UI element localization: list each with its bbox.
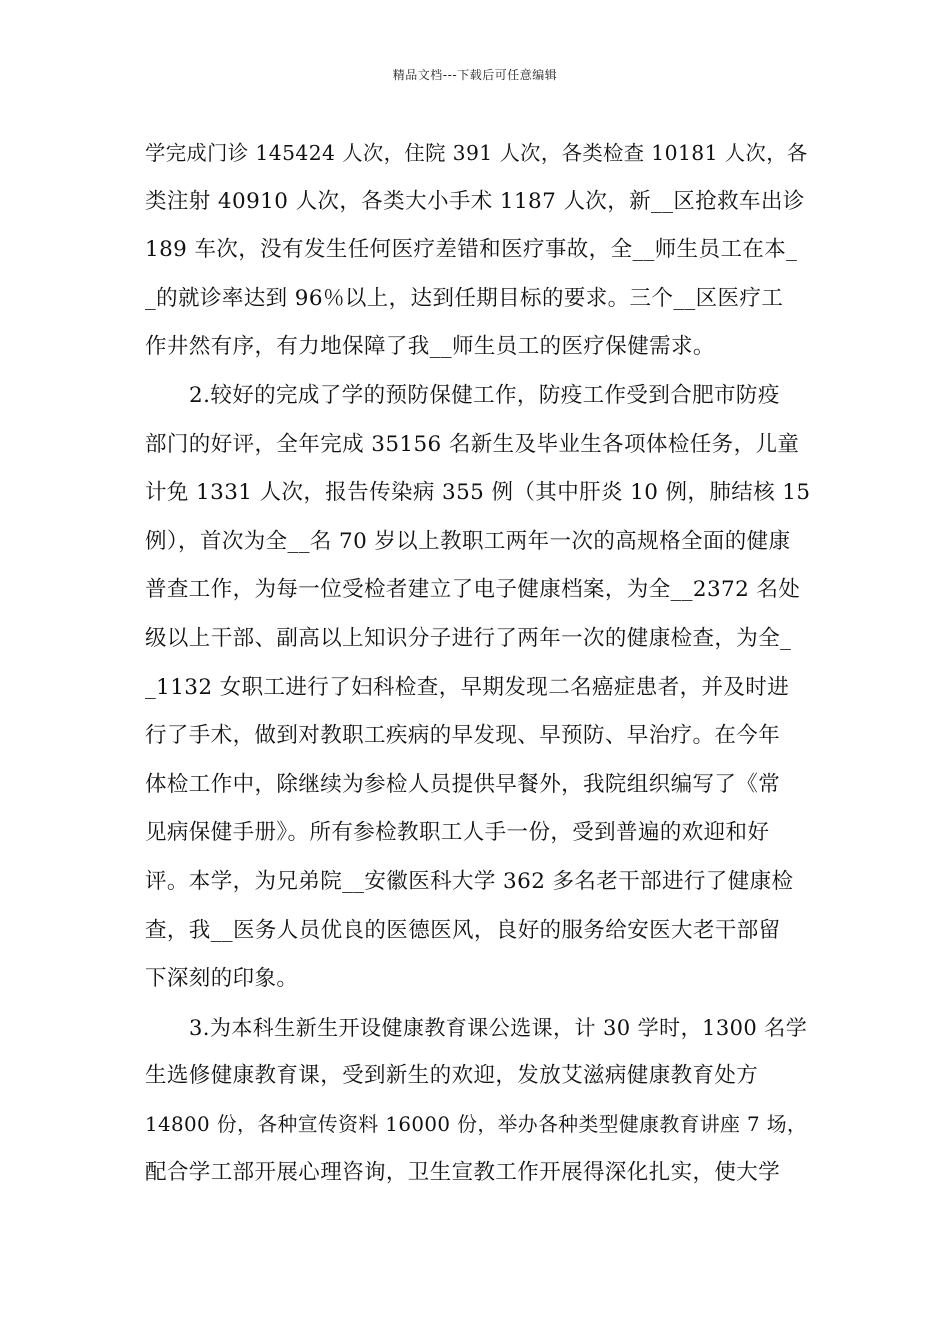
text-line: 作井然有序，有力地保障了我__师生员工的医疗保健需求。 (145, 334, 715, 360)
text-line: 3.为本科生新生开设健康教育课公选课，计 30 学时，1300 名学 (189, 1014, 808, 1040)
text-line: 普查工作，为每一位受检者建立了电子健康档案，为全__2372 名处 (145, 577, 801, 603)
text-line: 查，我__医务人员优良的医德医风，良好的服务给安医大老干部留 (145, 917, 781, 943)
text-line: 14800 份，各种宣传资料 16000 份，举办各种类型健康教育讲座 7 场， (145, 1112, 808, 1136)
text-line: 见病保健手册》。所有参检教职工人手一份，受到普遍的欢迎和好 (145, 820, 770, 846)
text-line: 行了手术，做到对教职工疾病的早发现、早预防、早治疗。在今年 (145, 723, 781, 749)
paragraph-2 (145, 376, 810, 1008)
text-line: 2.较好的完成了学的预防保健工作，防疫工作受到合肥市防疫 (189, 382, 780, 408)
text-line: 部门的好评，全年完成 35156 名新生及毕业生各项体检任务，儿童 (145, 431, 800, 457)
text-line: _1132 女职工进行了妇科检查，早期发现二名癌症患者，并及时进 (145, 674, 790, 700)
text-line: 类注射 40910 人次，各类大小手术 1187 人次，新__区抢救车出诊 (145, 188, 805, 214)
text-line: 级以上干部、副高以上知识分子进行了两年一次的健康检查，为全_ (145, 625, 792, 651)
text-line: 生选修健康教育课，受到新生的欢迎，发放艾滋病健康教育处方 (145, 1063, 759, 1089)
text-line: 配合学工部开展心理咨询，卫生宣教工作开展得深化扎实，使大学 (145, 1160, 781, 1186)
text-line: 计免 1331 人次，报告传染病 355 例（其中肝炎 10 例，肺结核 15 (145, 480, 811, 506)
text-line: 体检工作中，除继续为参检人员提供早餐外，我院组织编写了《常 (145, 771, 781, 797)
paragraph-3 (145, 1008, 810, 1202)
page-header: 精品文档---下载后可任意编辑 (392, 68, 558, 82)
text-line: 189 车次，没有发生任何医疗差错和医疗事故，全__师生员工在本_ (145, 237, 798, 263)
paragraph-1 (145, 133, 810, 376)
text-line: 学完成门诊 145424 人次，住院 391 人次，各类检查 10181 人次，各 (145, 141, 808, 165)
text-line: 例），首次为全__名 70 岁以上教职工两年一次的高规格全面的健康 (145, 528, 791, 554)
text-line: 评。本学，为兄弟院__安徽医科大学 362 多名老干部进行了健康检 (145, 868, 794, 894)
body-text (145, 133, 810, 1202)
text-line: 下深刻的印象。 (145, 966, 299, 992)
text-line: _的就诊率达到 96％以上，达到任期目标的要求。三个__区医疗工 (145, 285, 784, 311)
